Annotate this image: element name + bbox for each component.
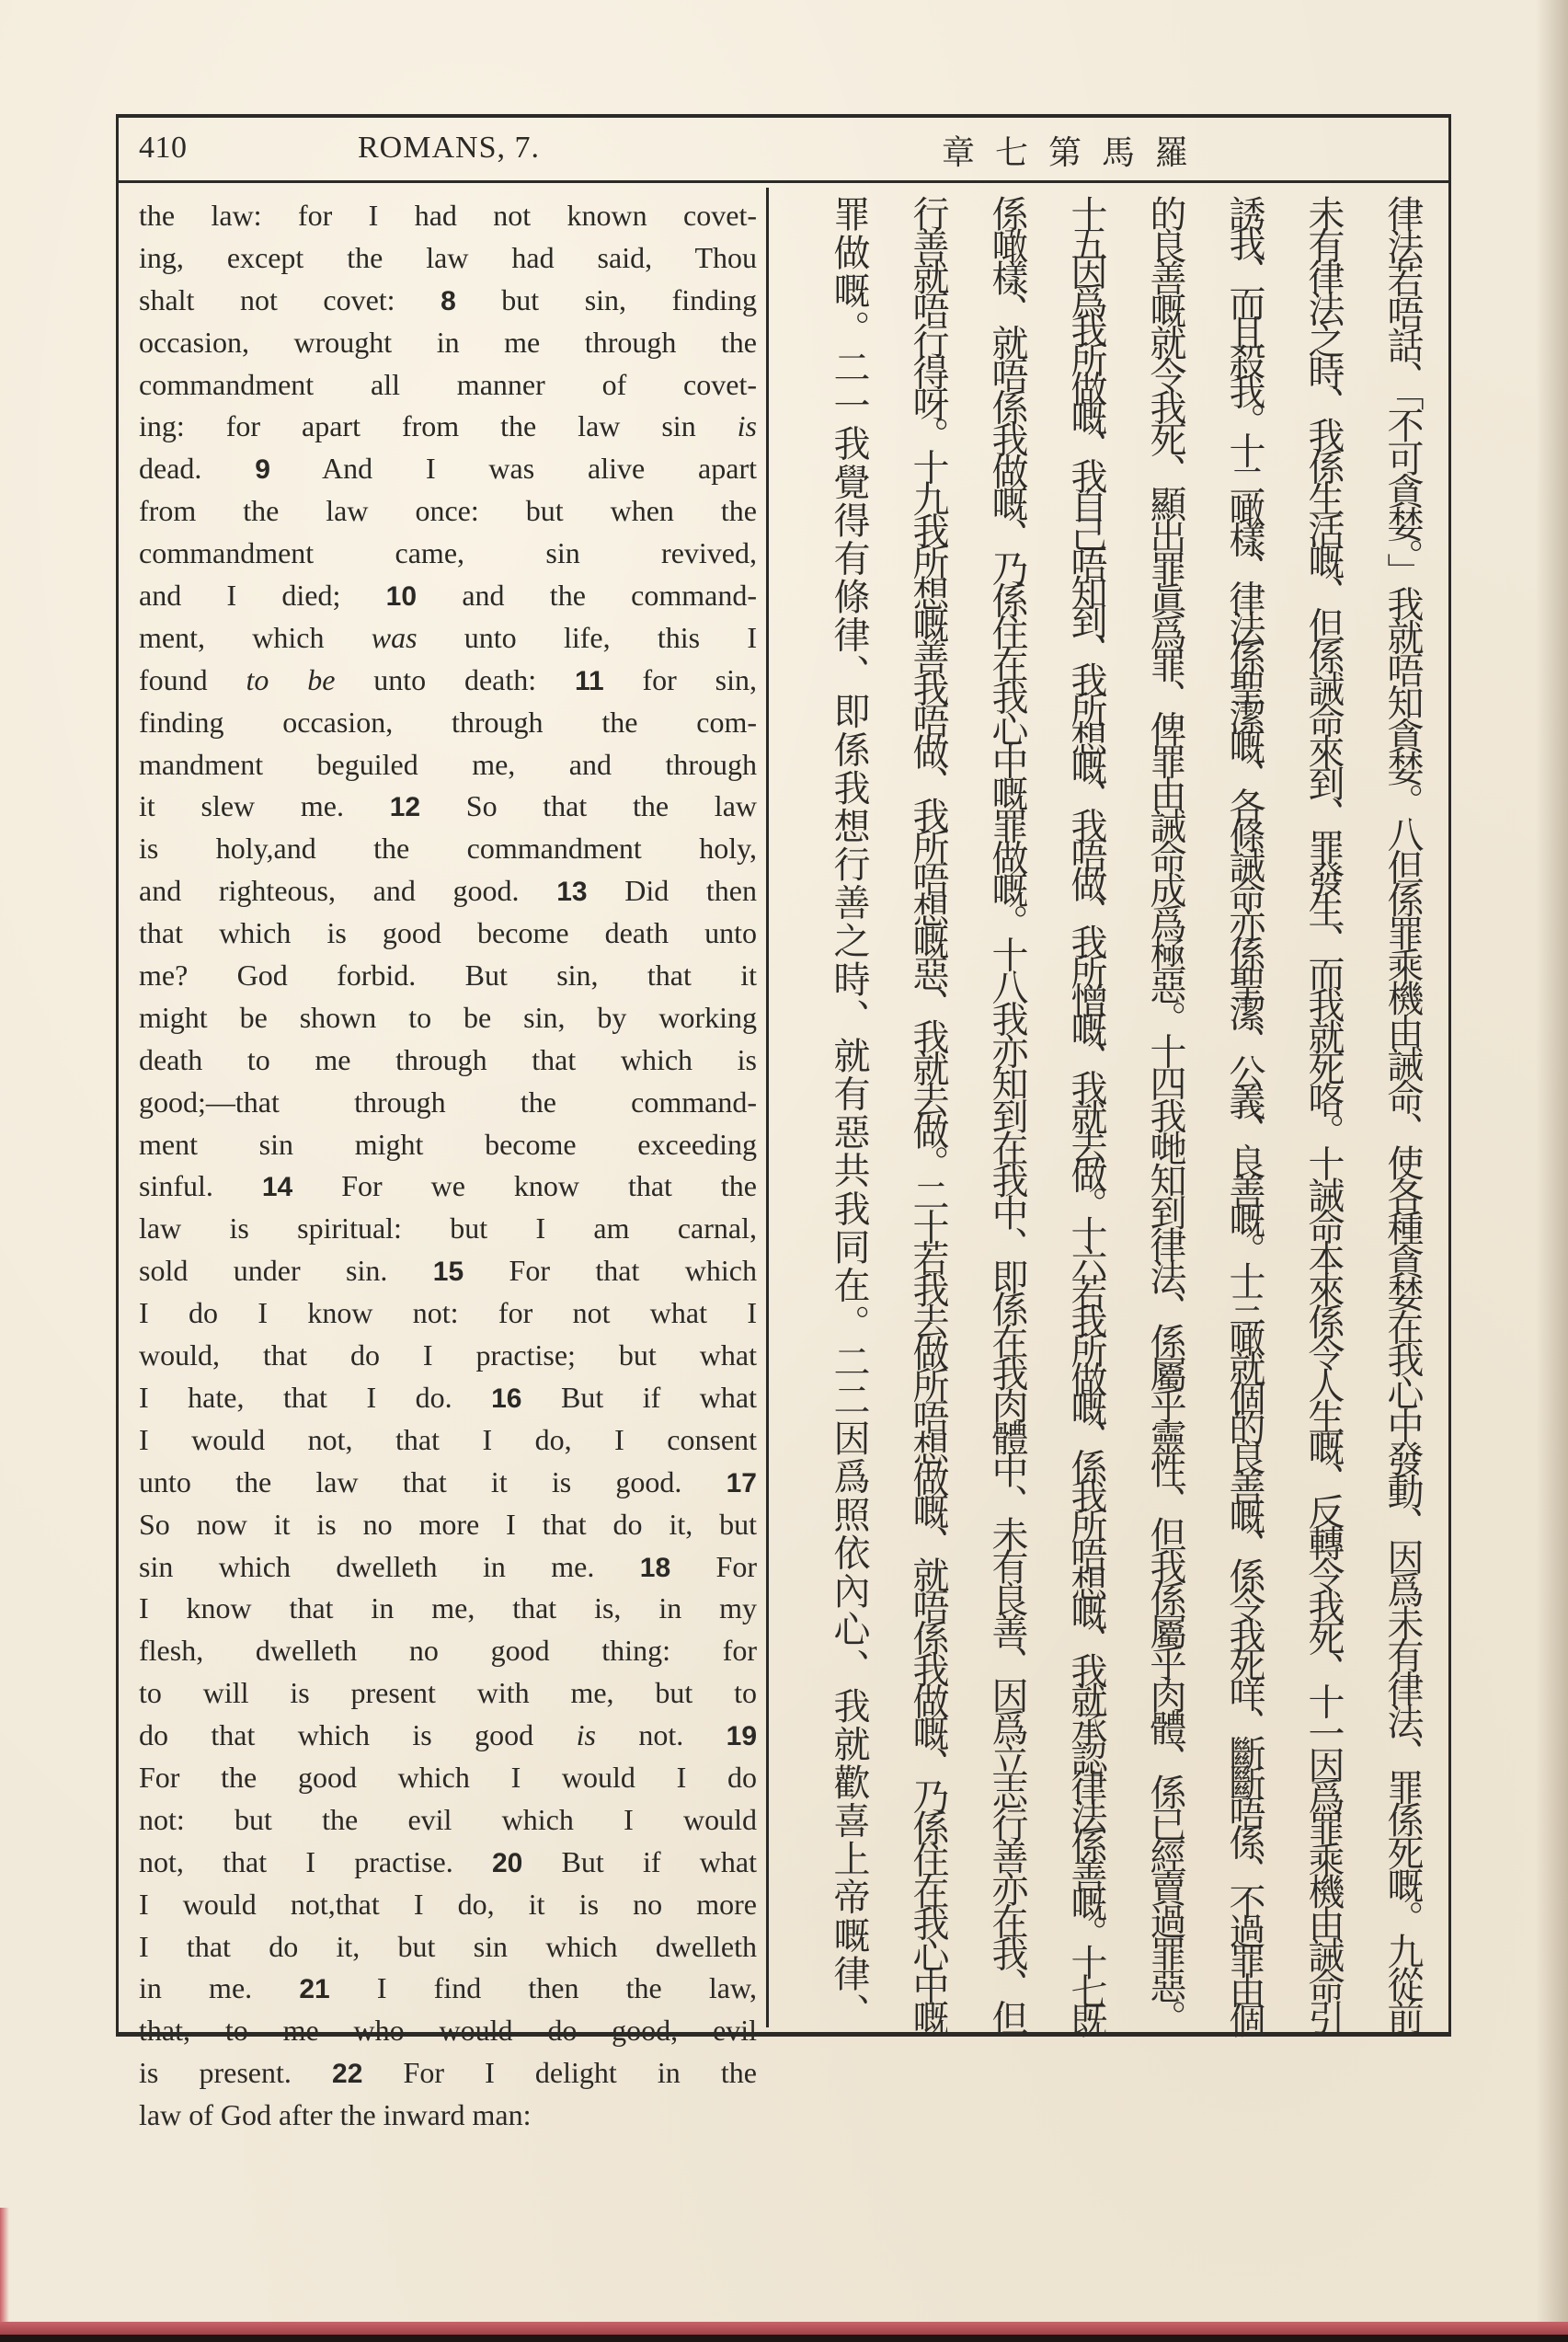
chinese-text-column: 誘我、而且殺我。十二噉樣、律法係聖潔嘅、各條誡命亦係聖潔、公義、良善嘅。十三噉就個的良善嘅、係令我死咩、斷斷唔係、不過罪由個 (1223, 195, 1265, 2031)
text-segment: ment, which (139, 620, 372, 654)
english-text-line (139, 1546, 757, 1589)
english-text-line (139, 702, 757, 744)
verse-number: 11 (574, 665, 604, 696)
english-text-line (139, 195, 757, 237)
english-text-line (139, 237, 757, 280)
text-segment: and I died; (139, 579, 386, 613)
chinese-text-column: 行善就唔行得呀。十九我所想嘅善我唔做、我所唔想嘅惡、我就去做。二十若我去做所唔想做嘅、就唔係我做嘅、乃係住在我心中嘅 (907, 195, 949, 2031)
text-segment: for sin, (603, 662, 757, 696)
chinese-text-column: 罪做嘅。二一我覺得有條律、即係我想行善之時、就有惡共我同在。二二因爲照依內心、我就歡喜上帝嘅律、 (828, 195, 870, 2031)
english-text-line (139, 786, 757, 828)
text-segment: might be shown to be sin, by working (139, 1000, 757, 1034)
text-segment: ing, except the law had said, Thou (139, 240, 757, 274)
text-segment: would, that do I practise; but what (139, 1338, 757, 1372)
text-segment: I would not, that I do, I consent (139, 1422, 757, 1456)
text-segment: good;—that through the command- (139, 1085, 757, 1119)
text-segment: I do I know not: for not what I (139, 1296, 757, 1330)
english-text-line (139, 1292, 757, 1335)
text-segment: sin which dwelleth in me. (139, 1549, 640, 1583)
text-segment: For the good which I would I do (139, 1760, 757, 1794)
text-segment: dead. (139, 452, 256, 486)
text-segment: I would not,that I do, it is no more (139, 1887, 757, 1921)
english-text-line (139, 1799, 757, 1842)
chinese-text-column: 十五因爲我所做嘅、我自己唔知到、我所想嘅、我唔做、我所憎嘅、我就去做。十六若我所做嘅、係我所唔想嘅、我就承認律法係善嘅。十七既 (1065, 195, 1107, 2031)
verse-number: 14 (261, 1172, 293, 1203)
english-text-line (139, 2010, 757, 2052)
text-segment: death to me through that which is (139, 1042, 757, 1076)
english-text-line (139, 828, 757, 870)
book-bottom-shadow (0, 2335, 1568, 2342)
verse-number: 15 (432, 1257, 464, 1288)
english-text-line (139, 1082, 757, 1124)
text-segment: I know that in me, that is, in my (139, 1591, 757, 1625)
text-segment: But if what (522, 1844, 758, 1878)
text-segment: So that the law (420, 789, 758, 823)
english-text-line (139, 744, 757, 786)
text-segment: and righteous, and good. (139, 874, 557, 908)
verse-number: 20 (491, 1847, 523, 1878)
english-text-column (139, 195, 757, 2137)
english-text-line (139, 1842, 757, 1884)
text-segment: sinful. (139, 1169, 262, 1203)
chinese-text-area (783, 195, 1437, 2031)
text-segment: found (139, 662, 246, 696)
verse-number: 17 (726, 1467, 757, 1498)
text-segment: finding occasion, through the com- (139, 705, 757, 739)
page-header (119, 118, 1448, 183)
italic-supplied-word: is (576, 1718, 596, 1752)
text-segment: me? God forbid. But sin, that it (139, 959, 757, 993)
english-text-line (139, 870, 757, 913)
english-text-line (139, 617, 757, 660)
text-segment: So now it is no more I that do it, but (139, 1507, 757, 1541)
english-text-line (139, 1124, 757, 1166)
text-segment: the law: for I had not known covet- (139, 199, 757, 232)
text-segment: I hate, that I do. (139, 1380, 492, 1414)
text-segment: to will is present with me, but to (139, 1676, 757, 1710)
text-segment: law is spiritual: but I am carnal, (139, 1211, 757, 1246)
page-number: 410 (139, 131, 188, 165)
verse-number: 8 (441, 285, 456, 316)
verse-number: 10 (385, 581, 418, 613)
english-text-line (139, 1039, 757, 1082)
chinese-text-column: 未有律法之時、我係生活嘅、但係誡命來到、罪發生、而我就死咯。十誡命本來係令人生嘅、反轉令我死、十一因爲罪乘機由誡命引 (1302, 195, 1345, 2031)
text-segment: not, that I practise. (139, 1844, 492, 1878)
english-text-line (139, 1630, 757, 1672)
verse-number: 16 (491, 1383, 522, 1414)
english-text-line (139, 660, 757, 702)
text-segment: is present. (139, 2056, 333, 2090)
text-segment: unto the law that it is good. (139, 1464, 727, 1498)
english-text-line (139, 575, 757, 617)
text-segment: but sin, finding (455, 282, 757, 316)
text-segment: But if what (521, 1380, 758, 1414)
italic-supplied-word: to be (246, 662, 336, 696)
verse-number: 21 (299, 1974, 330, 2005)
text-segment: mandment beguiled me, and through (139, 747, 757, 781)
page-gutter-shadow (1536, 0, 1568, 2342)
english-text-line (139, 490, 757, 533)
italic-supplied-word: was (371, 620, 418, 654)
english-text-line (139, 1250, 757, 1292)
text-segment: For (670, 1549, 758, 1583)
english-text-line (139, 1335, 757, 1377)
chinese-text-column: 係噉樣、就唔係我做嘅、乃係住在我心中嘅罪做嘅。十八我亦知到在我中、即係在我肉體中、未有良善、因爲立志行善亦在我、但 (986, 195, 1028, 2032)
english-text-line (139, 955, 757, 997)
english-text-line (139, 364, 757, 407)
text-segment: from the law once: but when the (139, 494, 757, 528)
verse-number: 9 (255, 454, 270, 486)
text-segment: not: but the evil which I would (139, 1802, 757, 1836)
page-frame (116, 114, 1451, 2132)
english-text-line (139, 1926, 757, 1969)
italic-supplied-word: is (737, 409, 757, 443)
text-segment: that, to me who would do good, evil (139, 2014, 757, 2048)
english-text-line (139, 1208, 757, 1250)
english-text-line (139, 406, 757, 448)
text-segment: shalt not covet: (139, 282, 441, 316)
text-segment: is holy,and the commandment holy, (139, 832, 757, 866)
english-text-line (139, 280, 757, 322)
text-segment: sold under sin. (139, 1254, 433, 1288)
english-text-line (139, 1377, 757, 1419)
english-text-line (139, 1757, 757, 1799)
english-text-line (139, 1462, 757, 1504)
english-text-line (139, 1588, 757, 1630)
text-segment: that which is good become death unto (139, 916, 757, 950)
chinese-text-column: 律法若唔話、「不可貪婪。」我就唔知貪婪。八但係罪乘機由誡命、使各種貪婪在我心中發動、因爲未有律法、罪係死嘅。九從前 (1381, 195, 1424, 2032)
text-segment: flesh, dwelleth no good thing: for (139, 1634, 757, 1668)
text-segment: Did then (587, 874, 757, 908)
text-segment: do that which is good (139, 1718, 577, 1752)
verse-number: 13 (556, 877, 588, 908)
text-segment: For we know that the (292, 1169, 758, 1203)
text-segment: and the command- (417, 579, 758, 613)
english-text-line (139, 533, 757, 575)
text-segment: ment sin might become exceeding (139, 1127, 757, 1161)
text-segment: law of God after the inward man: (139, 2098, 532, 2132)
english-text-line (139, 1715, 757, 1757)
text-segment: commandment came, sin revived, (139, 536, 757, 570)
english-text-line (139, 2095, 757, 2137)
text-segment: unto life, this I (417, 620, 757, 654)
english-text-line (139, 448, 757, 490)
text-segment: For that which (464, 1254, 757, 1288)
english-text-line (139, 1504, 757, 1546)
english-text-line (139, 1165, 757, 1208)
english-text-line (139, 1884, 757, 1926)
text-segment: not. (595, 1718, 727, 1752)
running-head-chinese: 章七第馬羅 (942, 134, 1209, 172)
text-segment: commandment all manner of covet- (139, 367, 757, 401)
verse-number: 22 (332, 2059, 363, 2090)
english-text-line (139, 997, 757, 1039)
verse-number: 18 (639, 1552, 671, 1583)
english-text-line (139, 322, 757, 364)
english-text-line (139, 1672, 757, 1715)
text-segment: And I was alive apart (269, 452, 758, 486)
text-segment: ing: for apart from the law sin (139, 409, 738, 443)
verse-number: 12 (389, 792, 421, 823)
english-text-line (139, 2052, 757, 2095)
chinese-text-column: 的良善嘅就令我死、顯出罪眞爲罪、俾罪由誡命成爲極惡。十四我哋知到律法、係屬乎靈性、但我係屬乎肉體、係已經賣過罪惡。 (1144, 195, 1186, 2032)
text-segment: I find then the law, (329, 1971, 758, 2005)
text-segment: in me. (139, 1971, 300, 2005)
english-text-line (139, 1419, 757, 1462)
english-text-line (139, 913, 757, 955)
column-divider (766, 188, 769, 2027)
text-segment: unto death: (335, 662, 575, 696)
text-segment: occasion, wrought in me through the (139, 325, 757, 359)
verse-number: 19 (726, 1721, 758, 1752)
text-segment: For I delight in the (362, 2056, 758, 2090)
text-segment: it slew me. (139, 789, 390, 823)
text-segment: I that do it, but sin which dwelleth (139, 1929, 757, 1963)
english-text-line (139, 1968, 757, 2010)
running-head-english: ROMANS, 7. (358, 131, 540, 165)
